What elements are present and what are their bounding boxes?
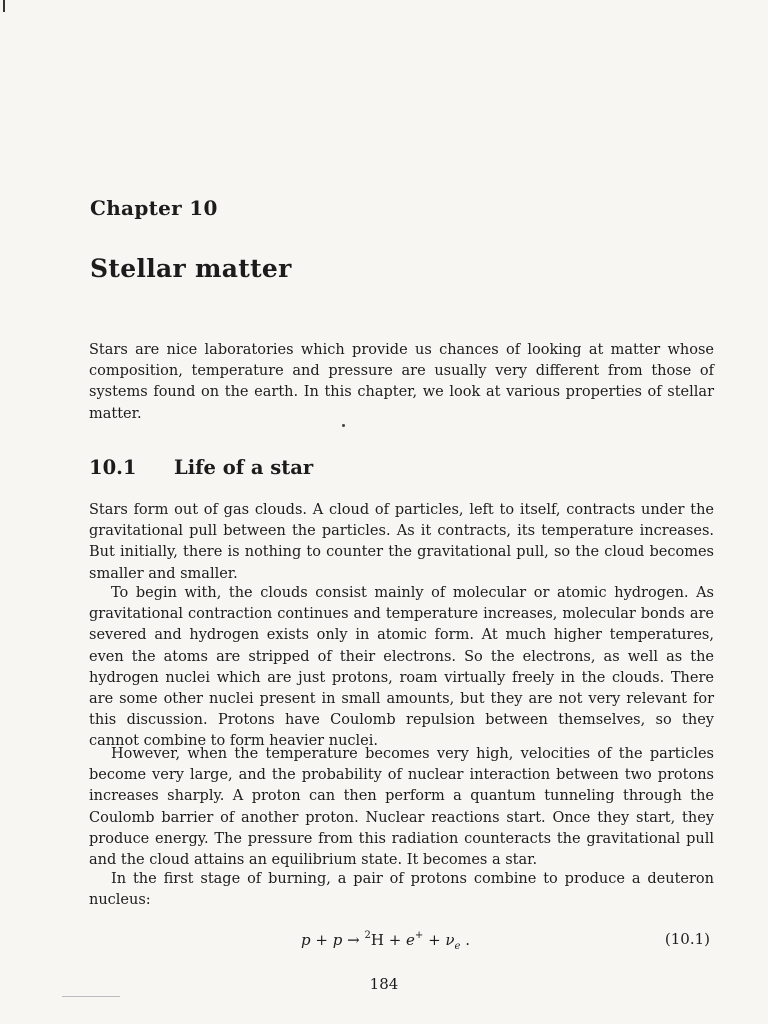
chapter-label: Chapter 10 xyxy=(90,196,218,220)
scan-edge-mark xyxy=(3,0,5,12)
equation-row xyxy=(89,930,714,954)
body-paragraph-3: However, when the temperature becomes very high, velocities of the particles become very large, and the probability of nuclear interaction between two protons increases sharply. A proton can then perform a quantum tunneling through the Coulomb barrier of another proton. Nuclear reactions start. Once they start, they produce energy. The pressure from this radiation counteracts the gravitational pull and the cloud attains an equilibrium state. It becomes a star. xyxy=(89,746,714,869)
equation-neutrino-subscript: e xyxy=(454,941,461,952)
equation-end: . xyxy=(465,931,471,949)
intro-paragraph: Stars are nice laboratories which provide us chances of looking at matter whose composition, temperature and pressure are usually very different from those of systems found on the earth. In this chapter, we look at various properties of stellar matter. xyxy=(89,342,714,422)
equation-lhs: p + p → xyxy=(301,931,360,949)
equation-number: (10.1) xyxy=(664,930,710,948)
body-paragraph-1: Stars form out of gas clouds. A cloud of particles, left to itself, contracts under the gravitational pull between the particles. As it contracts, its temperature increases. But initially, there is nothing to counter the gravitational pull, so the cloud becomes smaller and smaller. xyxy=(89,502,714,582)
body-paragraph-2: To begin with, the clouds consist mainly of molecular or atomic hydrogen. As gravitational contraction continues and temperature increases, molecular bonds are severed and hydrogen exists only in atomic form. At much higher temperatures, even the atoms are stripped of their electrons. So the electrons, as well as the hydrogen nuclei which are just protons, roam virtually freely in the clouds. There are some other nuclei present in small amounts, but they are not very relevant for this discussion. Protons have Coulomb repulsion between themselves, so they cannot combine to form heavier nuclei. xyxy=(89,585,714,750)
section-title: Life of a star xyxy=(174,456,314,479)
stray-dot xyxy=(342,424,345,427)
equation-element: H xyxy=(370,931,384,949)
equation-mass-number: 2 xyxy=(364,930,371,941)
section-heading xyxy=(89,456,313,479)
page-number: 184 xyxy=(369,975,399,993)
section-number: 10.1 xyxy=(89,456,137,479)
scan-artifact-line xyxy=(62,996,120,997)
equation-positron: + e xyxy=(388,931,415,949)
equation-charge: + xyxy=(414,930,424,941)
equation-neutrino: + ν xyxy=(428,931,455,949)
body-paragraph-4: In the first stage of burning, a pair of protons combine to produce a deuteron nucleus: xyxy=(89,871,714,909)
equation xyxy=(301,930,470,952)
chapter-title: Stellar matter xyxy=(90,254,292,283)
